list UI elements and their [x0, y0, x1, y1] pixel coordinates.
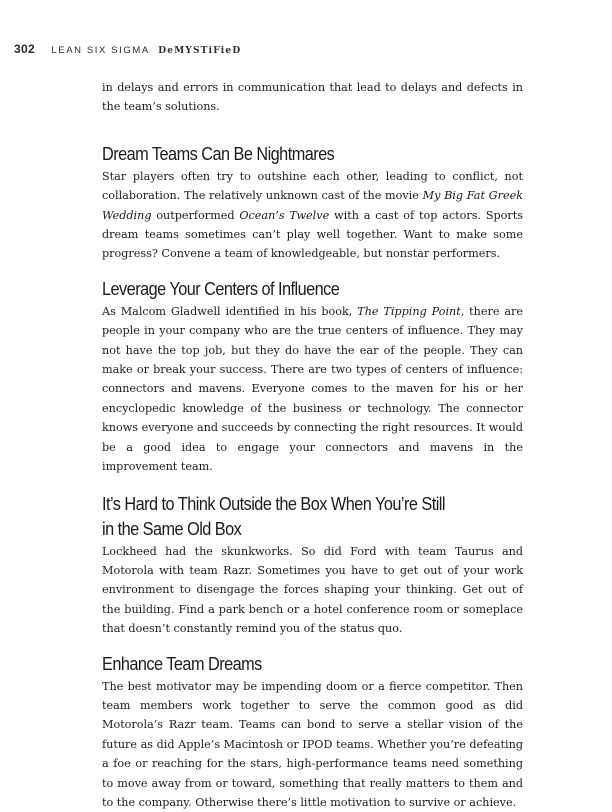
section-body: Lockheed had the skunkworks. So did Ford with team Taurus and Motorola with team Razr. Sometimes you have to get out of your work environment to disengage the forces shaping your thinking. Get out of the building. Find a park bench or a hotel conference room or someplace that doesn’t constantly remind you of the status quo. [102, 544, 523, 636]
section-heading-line-2: in the Same Old Box [102, 517, 242, 539]
section-enhance-team-dreams [102, 651, 523, 812]
section-heading: Leverage Your Centers of Influence [102, 277, 340, 299]
section-heading-line-1: It’s Hard to Think Outside the Box When You’re Still [102, 492, 445, 514]
running-title: LEAN SIX SIGMA [51, 45, 150, 56]
section-dream-teams [102, 141, 523, 264]
section-centers-of-influence [102, 276, 523, 477]
running-header [14, 40, 241, 58]
running-subtitle: DeMYSTiFieD [158, 46, 242, 56]
section-body: The best motivator may be impending doom or a fierce competitor. Then team members work together to serve the common good as did Motorola’s Razr team. Teams can bond to serve a stellar vision of the future as did Apple’s Macintosh or IPOD teams. Whether you’re defeating a foe or reaching for the stars, high-performance teams need something to move away from or toward, something that really matters to them and to the company. Otherwise there’s little motivation to survive or achieve. [102, 679, 523, 809]
section-heading: Dream Teams Can Be Nightmares [102, 142, 335, 164]
page-number: 302 [14, 42, 35, 56]
section-body: As Malcom Gladwell identified in his book, The Tipping Point, there are people in your company who are the true centers of influence. They may not have the top job, but they do have the ear of the people. They can make or break your success. There are two types of centers of influence: connectors and mavens. Everyone comes to the maven for his or her encyclopedic knowledge of the business or technology. The connector knows everyone and succeeds by connecting the right resources. It would be a good idea to engage your connectors and mavens in the improvement team. [102, 304, 524, 474]
intro-paragraph: in delays and errors in communication that lead to delays and defects in the team’s solutions. [102, 81, 523, 114]
section-outside-the-box [102, 491, 523, 639]
page-content [102, 78, 523, 812]
section-body: Star players often try to outshine each other, leading to conflict, not collaboration. The relatively unknown cast of the movie My Big Fat Greek Wedding outperformed Ocean’s Twelve with a cast of top actors. Sports dream teams sometimes can’t play well together. Want to make some progress? Convene a team of knowledgeable, but nonstar performers. [102, 169, 523, 261]
section-heading: Enhance Team Dreams [102, 652, 262, 674]
